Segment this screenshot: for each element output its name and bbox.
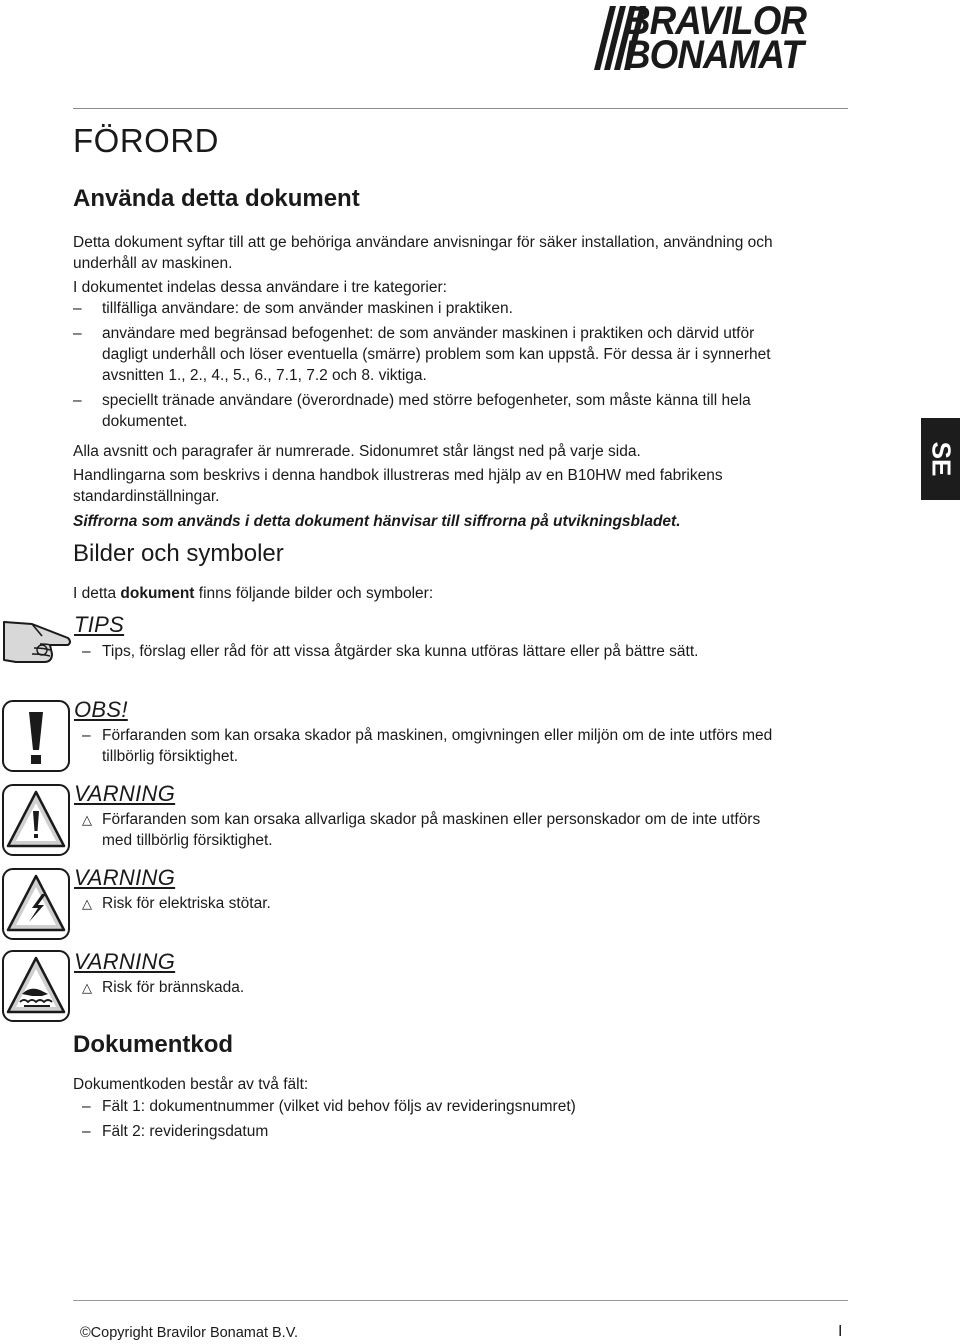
bullet-dash: –	[82, 1098, 91, 1115]
bullet-dash: –	[73, 392, 82, 409]
symbol-marker: –	[82, 643, 91, 660]
section-heading-document-code: Dokumentkod	[73, 1031, 234, 1058]
symbol-description-text: Tips, förslag eller råd för att vissa åtgärder ska kunna utföras lättare eller på bättre sätt.	[102, 643, 699, 660]
symbol-marker: △	[82, 896, 92, 911]
language-tab-label: SE	[926, 441, 956, 477]
warning-triangle-icon	[2, 784, 70, 856]
symbols-intro-bold: dokument	[120, 585, 195, 602]
symbol-marker: △	[82, 980, 92, 995]
symbol-marker: –	[82, 727, 91, 744]
symbol-description-text: Risk för elektriska stötar.	[102, 895, 271, 912]
list-item-text: användare med begränsad befogenhet: de som använder maskinen i praktiken och därvid utför	[102, 325, 755, 342]
page-title: FÖRORD	[73, 122, 219, 159]
symbols-intro-start: I detta	[73, 585, 121, 602]
logo-word-2: BONAMAT	[624, 33, 803, 77]
list-item-text: speciellt tränade användare (överordnade) med större befogenheter, som måste känna till hela	[102, 392, 751, 409]
symbol-label-warning: VARNING	[74, 949, 176, 974]
exclamation-icon	[2, 700, 70, 772]
electric-shock-icon	[2, 868, 70, 940]
burn-hazard-icon	[2, 950, 70, 1022]
language-tab	[921, 418, 960, 500]
symbols-intro	[73, 583, 433, 604]
list-item-text: avsnitten 1., 2., 4., 5., 6., 7.1, 7.2 och 8. viktiga.	[102, 367, 427, 384]
list-item-text: Fält 2: revideringsdatum	[102, 1123, 269, 1140]
categories-line: I dokumentet indelas dessa användare i tre kategorier:	[73, 279, 447, 296]
symbol-label-obs: OBS!	[74, 697, 128, 722]
symbol-label-warning: VARNING	[74, 781, 176, 806]
bullet-dash: –	[73, 300, 82, 317]
list-item-text: Fält 1: dokumentnummer (vilket vid behov följs av revideringsnumret)	[102, 1098, 576, 1115]
bullet-dash: –	[73, 325, 82, 342]
intro-line-2: underhåll av maskinen.	[73, 255, 233, 272]
list-item-text: dokumentet.	[102, 413, 188, 430]
symbols-intro-end: finns följande bilder och symboler:	[194, 585, 434, 602]
section-heading-use-document: Använda detta dokument	[73, 185, 360, 212]
page-number: I	[838, 1323, 843, 1340]
brand-logo	[578, 0, 848, 77]
illustrated-line-1: Handlingarna som beskrivs i denna handbok illustreras med hjälp av en B10HW med fabrikens	[73, 467, 723, 484]
symbol-description-text: med tillbörlig försiktighet.	[102, 832, 273, 849]
symbol-description-text: Förfaranden som kan orsaka allvarliga skador på maskinen eller personskador om de inte utförs	[102, 811, 761, 828]
symbol-description-text: Risk för brännskada.	[102, 979, 245, 996]
symbol-label-warning: VARNING	[74, 865, 176, 890]
pointing-hand-icon	[2, 614, 72, 668]
footer-rule	[73, 1300, 848, 1301]
symbol-description-text: Förfaranden som kan orsaka skador på maskinen, omgivningen eller miljön om de inte utförs med	[102, 727, 773, 744]
symbol-marker: △	[82, 812, 92, 827]
symbol-description-text: tillbörlig försiktighet.	[102, 748, 239, 765]
numbering-note: Alla avsnitt och paragrafer är numrerade. Sidonumret står längst ned på varje sida.	[73, 443, 641, 460]
figures-note: Siffrorna som används i detta dokument hänvisar till siffrorna på utvikningsbladet.	[73, 513, 681, 530]
bullet-dash: –	[82, 1123, 91, 1140]
list-item-text: tillfälliga användare: de som använder maskinen i praktiken.	[102, 300, 513, 317]
header-rule	[73, 108, 848, 109]
document-code-intro: Dokumentkoden består av två fält:	[73, 1076, 309, 1093]
symbol-label-tips: TIPS	[74, 612, 125, 637]
logo-word-1: BRAVILOR	[624, 0, 807, 43]
intro-line-1: Detta dokument syftar till att ge behöriga användare anvisningar för säker installation, användning och	[73, 234, 773, 251]
copyright-text: ©Copyright Bravilor Bonamat B.V.	[80, 1325, 299, 1341]
illustrated-line-2: standardinställningar.	[73, 488, 220, 505]
list-item-text: dagligt underhåll och löser eventuella (smärre) problem som kan uppstå. För dessa är i synnerhet	[102, 346, 771, 363]
section-heading-images-symbols: Bilder och symboler	[73, 540, 284, 567]
